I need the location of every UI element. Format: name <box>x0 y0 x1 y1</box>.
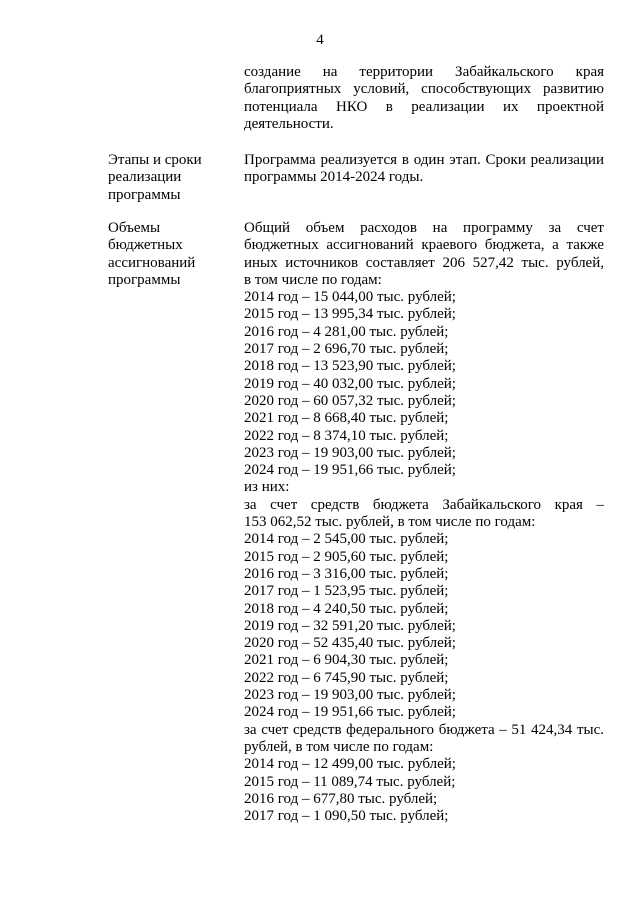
text-line: иных источников составляет 206 527,42 тыс. рублей, <box>244 254 604 271</box>
year-line: 2019 год – 32 591,20 тыс. рублей; <box>244 617 456 634</box>
year-line: 2019 год – 40 032,00 тыс. рублей; <box>244 375 456 392</box>
label-line: Этапы и сроки <box>108 152 202 168</box>
year-line: 2021 год – 6 904,30 тыс. рублей; <box>244 652 449 669</box>
year-line: 2016 год – 3 316,00 тыс. рублей; <box>244 565 449 582</box>
text-line: за счет средств бюджета Забайкальского края – <box>244 496 604 513</box>
stages-label <box>108 152 228 204</box>
text-line: Программа реализуется в один этап. Сроки реализации <box>244 152 604 168</box>
text-line: из них: <box>244 479 290 496</box>
text-line: деятельности. <box>244 115 334 132</box>
stages-text <box>244 152 604 187</box>
text-line: создание на территории Забайкальского края <box>244 64 604 80</box>
year-line: 2015 год – 11 089,74 тыс. рублей; <box>244 773 456 790</box>
year-line: 2015 год – 2 905,60 тыс. рублей; <box>244 548 449 565</box>
year-line: 2020 год – 60 057,32 тыс. рублей; <box>244 392 456 409</box>
funding-text <box>244 220 604 825</box>
year-line: 2014 год – 15 044,00 тыс. рублей; <box>244 289 456 306</box>
year-line: 2023 год – 19 903,00 тыс. рублей; <box>244 687 456 704</box>
text-line: благоприятных условий, способствующих развитию <box>244 81 604 98</box>
year-line: 2016 год – 677,80 тыс. рублей; <box>244 790 438 807</box>
year-line: 2017 год – 2 696,70 тыс. рублей; <box>244 341 449 358</box>
text-line: за счет средств федерального бюджета – 51 424,34 тыс. <box>244 721 604 738</box>
year-line: 2024 год – 19 951,66 тыс. рублей; <box>244 462 456 479</box>
text-line: рублей, в том числе по годам: <box>244 738 434 755</box>
year-line: 2017 год – 1 523,95 тыс. рублей; <box>244 583 449 600</box>
label-line: бюджетных <box>108 237 183 254</box>
year-line: 2015 год – 13 995,34 тыс. рублей; <box>244 306 456 323</box>
text-line: 153 062,52 тыс. рублей, в том числе по годам: <box>244 514 536 531</box>
year-line: 2021 год – 8 668,40 тыс. рублей; <box>244 410 449 427</box>
year-line: 2020 год – 52 435,40 тыс. рублей; <box>244 635 456 652</box>
year-line: 2017 год – 1 090,50 тыс. рублей; <box>244 808 449 825</box>
year-line: 2024 год – 19 951,66 тыс. рублей; <box>244 704 456 721</box>
year-line: 2022 год – 6 745,90 тыс. рублей; <box>244 669 449 686</box>
goal-continuation <box>244 64 604 133</box>
year-line: 2022 год – 8 374,10 тыс. рублей; <box>244 427 449 444</box>
text-line: программы 2014-2024 годы. <box>244 169 424 186</box>
year-line: 2018 год – 4 240,50 тыс. рублей; <box>244 600 449 617</box>
funding-label <box>108 220 228 289</box>
text-line: в том числе по годам: <box>244 271 382 288</box>
page-number: 4 <box>316 32 324 48</box>
label-line: программы <box>108 186 181 203</box>
text-line: потенциала НКО в реализации их проектной <box>244 98 604 115</box>
label-line: Объемы <box>108 220 161 236</box>
year-line: 2014 год – 2 545,00 тыс. рублей; <box>244 531 449 548</box>
text-line: бюджетных ассигнований краевого бюджета, а также <box>244 237 604 254</box>
year-line: 2023 год – 19 903,00 тыс. рублей; <box>244 444 456 461</box>
label-line: ассигнований <box>108 254 196 271</box>
year-line: 2018 год – 13 523,90 тыс. рублей; <box>244 358 456 375</box>
label-line: программы <box>108 271 181 288</box>
text-line: Общий объем расходов на программу за счет <box>244 220 604 236</box>
year-line: 2014 год – 12 499,00 тыс. рублей; <box>244 756 456 773</box>
label-line: реализации <box>108 169 182 186</box>
year-line: 2016 год – 4 281,00 тыс. рублей; <box>244 323 449 340</box>
